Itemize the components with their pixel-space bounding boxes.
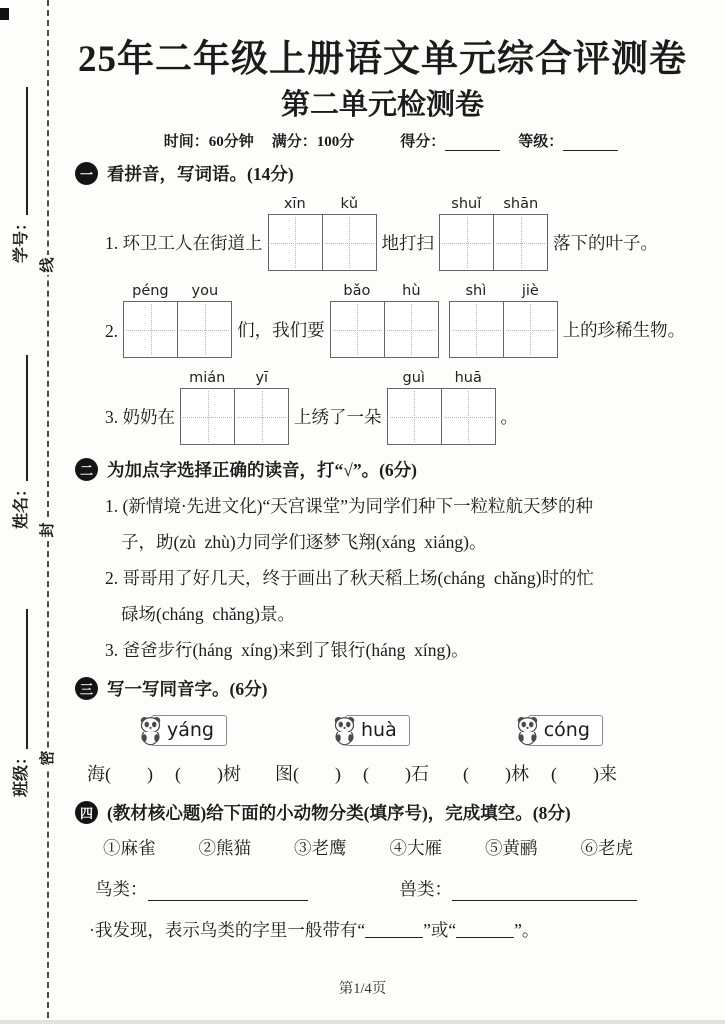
section-1-header [75,161,709,186]
scan-corner-mark [0,8,9,20]
writing-box-pair [180,368,289,445]
emphasized-character: 助 • [156,532,174,552]
writing-cell [330,301,385,358]
writing-cell [504,301,558,358]
writing-cell [439,214,494,271]
writing-box-pair [123,281,232,358]
writing-cell [387,388,442,445]
student-id-blank [24,87,28,215]
paper-title: 25年二年级上册语文单元综合评测卷 [78,39,687,80]
section-4-title: (教材核心题)给下面的小动物分类(填序号)，完成填空。(8分) [107,803,571,823]
time-label: 时间：60分钟 [163,134,254,150]
q1-1-text-c: 落下的叶子。 [553,233,658,253]
q2-2-line-1 [75,560,709,596]
q2-2-line-2 [75,596,709,632]
section-4-badge: 四 [75,801,98,824]
emphasized-character: 场 • [139,604,157,624]
scan-bottom-edge [0,1020,725,1024]
sentence-text: (háng xíng)来到了银 [192,640,349,660]
animal-options-row [75,835,709,860]
writing-cell [235,388,289,445]
animal-option: ⑥老虎 [580,838,633,858]
pinyin-labels [268,194,377,214]
sentence-text: (cháng chǎng)时的忙 [437,568,594,588]
emphasized-character: 行 • [175,640,193,660]
pinyin-labels [180,368,289,388]
full-score-label: 满分：100分 [271,134,355,150]
pinyin-labels [439,194,548,214]
writing-cell [385,301,439,358]
sentence-text: 2. 哥哥用了好几天，终于画出了秋天稻上 [105,568,420,588]
animal-option: ④大雁 [389,838,442,858]
homophone-group: 图( ) [275,764,341,784]
writing-cell [268,214,323,271]
animal-option: ②熊猫 [198,838,251,858]
writing-box-pair [330,281,439,358]
student-id-label: 学号： [13,215,30,264]
q2-1-line-1 [75,488,709,524]
sentence-text: 碌 [121,604,139,624]
homophone-group: ( )树 [175,764,241,784]
pinyin-syllable: hù [402,283,421,299]
pinyin-syllable: huā [454,370,482,386]
discovery-text-c: ”。 [514,920,540,940]
section-2-badge: 二 [75,458,98,481]
pinyin-syllable: mián [189,370,226,386]
discovery-text-b: ”或“ [423,920,457,940]
question-1-1 [75,194,709,271]
writing-box-pair [449,281,558,358]
animal-option: ⑤黄鹂 [485,838,538,858]
q1-1-text-a: 1. 环卫工人在街道上 [105,233,263,253]
homophone-group: ( )林 [463,764,529,784]
homophone-tags-row [75,715,709,746]
animal-option: ①麻雀 [103,838,156,858]
bird-answer-blank [148,883,308,902]
student-id-field [8,75,32,275]
section-3-header [75,676,709,701]
seal-dashed-line [47,0,49,1018]
section-1-badge: 一 [75,162,98,185]
pinyin-labels [387,368,496,388]
panda-icon [137,715,164,746]
pinyin-labels [123,281,232,301]
sentence-text: 子， [121,532,156,552]
writing-cell [442,388,496,445]
paper-subtitle: 第二单元检测卷 [280,89,484,121]
writing-box-pair [439,194,548,271]
discovery-blank [365,920,423,939]
sentence-text: 3. 爸爸步 [105,640,175,660]
panda-icon [331,715,358,746]
section-4-header [75,800,709,825]
pinyin-syllable: shì [465,283,487,299]
discovery-text-a: ·我发现，表示鸟类的字里一般带有“ [89,920,366,940]
class-field [8,603,32,803]
discovery-line [75,917,709,942]
writing-box-pair [387,368,496,445]
section-3-title: 写一写同音字。(6分) [107,679,268,699]
pinyin-tag-label: huà [345,715,410,746]
pinyin-syllable: jiè [521,283,539,299]
section-1-title: 看拼音，写词语。(14分) [107,164,294,184]
section-2-header [75,457,709,482]
class-blank [24,609,28,749]
writing-cell [494,214,548,271]
writing-cell [178,301,232,358]
seal-char-mi: 密 [38,748,58,768]
section-3-badge: 三 [75,677,98,700]
sentence-text: 1. (新情境·先进文化)“天宫课堂”为同学们种下一粒粒航天梦的种 [105,496,594,516]
question-1-3 [75,368,709,445]
pinyin-syllable: yī [255,370,269,386]
pinyin-tag-label: yáng [151,715,227,746]
writing-cell [123,301,178,358]
exam-info-row [75,130,707,151]
pinyin-syllable: you [191,283,219,299]
pinyin-syllable: guì [402,370,425,386]
grade-blank [563,135,618,151]
homophone-group: 海( ) [87,764,153,784]
beast-answer-blank [452,883,637,902]
score-blank [445,135,500,151]
pinyin-syllable: shuǐ [451,196,482,212]
name-blank [24,355,28,481]
writing-cell [449,301,504,358]
q2-3-line-1 [75,632,709,668]
paper-body [75,161,709,942]
pinyin-syllable: kǔ [340,196,359,212]
pinyin-labels [330,281,439,301]
sentence-text: (cháng chǎng)景。 [156,604,295,624]
homophone-tag [514,715,603,746]
grade-label: 等级： [518,134,564,150]
pinyin-syllable: xīn [283,196,306,212]
name-field [8,342,32,542]
pinyin-tag-label: cóng [528,715,603,746]
name-label: 姓名： [13,481,30,530]
section-2-title: 为加点字选择正确的读音，打“√”。(6分) [107,460,418,480]
score-label: 得分： [400,134,446,150]
writing-cell [180,388,235,445]
emphasized-character: 翔 • [358,532,376,552]
q2-1-line-2 [75,524,709,560]
q1-3-text-b: 上绣了一朵 [294,407,382,427]
homophone-group: ( )石 [363,764,429,784]
sentence-text: (xáng xiáng)。 [375,532,487,552]
emphasized-character: 行 • [348,640,366,660]
q1-1-text-b: 地打扫 [381,233,434,253]
beast-label: 兽类： [399,879,452,899]
classification-fill-row [75,876,709,901]
panda-icon [514,715,541,746]
animal-option: ③老鹰 [294,838,347,858]
class-label: 班级： [13,749,30,798]
homophone-group: ( )来 [551,764,617,784]
homophone-tag [331,715,410,746]
pinyin-syllable: shān [503,196,539,212]
pinyin-labels [449,281,558,301]
emphasized-character: 场 • [420,568,438,588]
q1-3-text-a: 3. 奶奶在 [105,407,175,427]
q1-2-text-b: 上的珍稀生物。 [562,320,686,340]
question-1-2 [75,281,709,358]
writing-box-pair [268,194,377,271]
seal-char-xian: 线 [38,255,58,275]
pinyin-syllable: péng [132,283,169,299]
q1-2-number: 2. [105,321,119,341]
page-number: 第1/4页 [338,981,387,997]
writing-cell [323,214,377,271]
discovery-blank [456,920,514,939]
sentence-text: (háng xíng)。 [365,640,469,660]
seal-char-feng: 封 [38,520,58,540]
q1-2-text-a: 们，我们要 [237,320,325,340]
q1-3-text-c: 。 [500,407,518,427]
sentence-text: (zù zhù)力同学们逐梦飞 [173,532,359,552]
bird-label: 鸟类： [95,879,148,899]
homophone-blanks-row [75,760,709,786]
homophone-tag [137,715,227,746]
pinyin-syllable: bǎo [343,283,371,299]
